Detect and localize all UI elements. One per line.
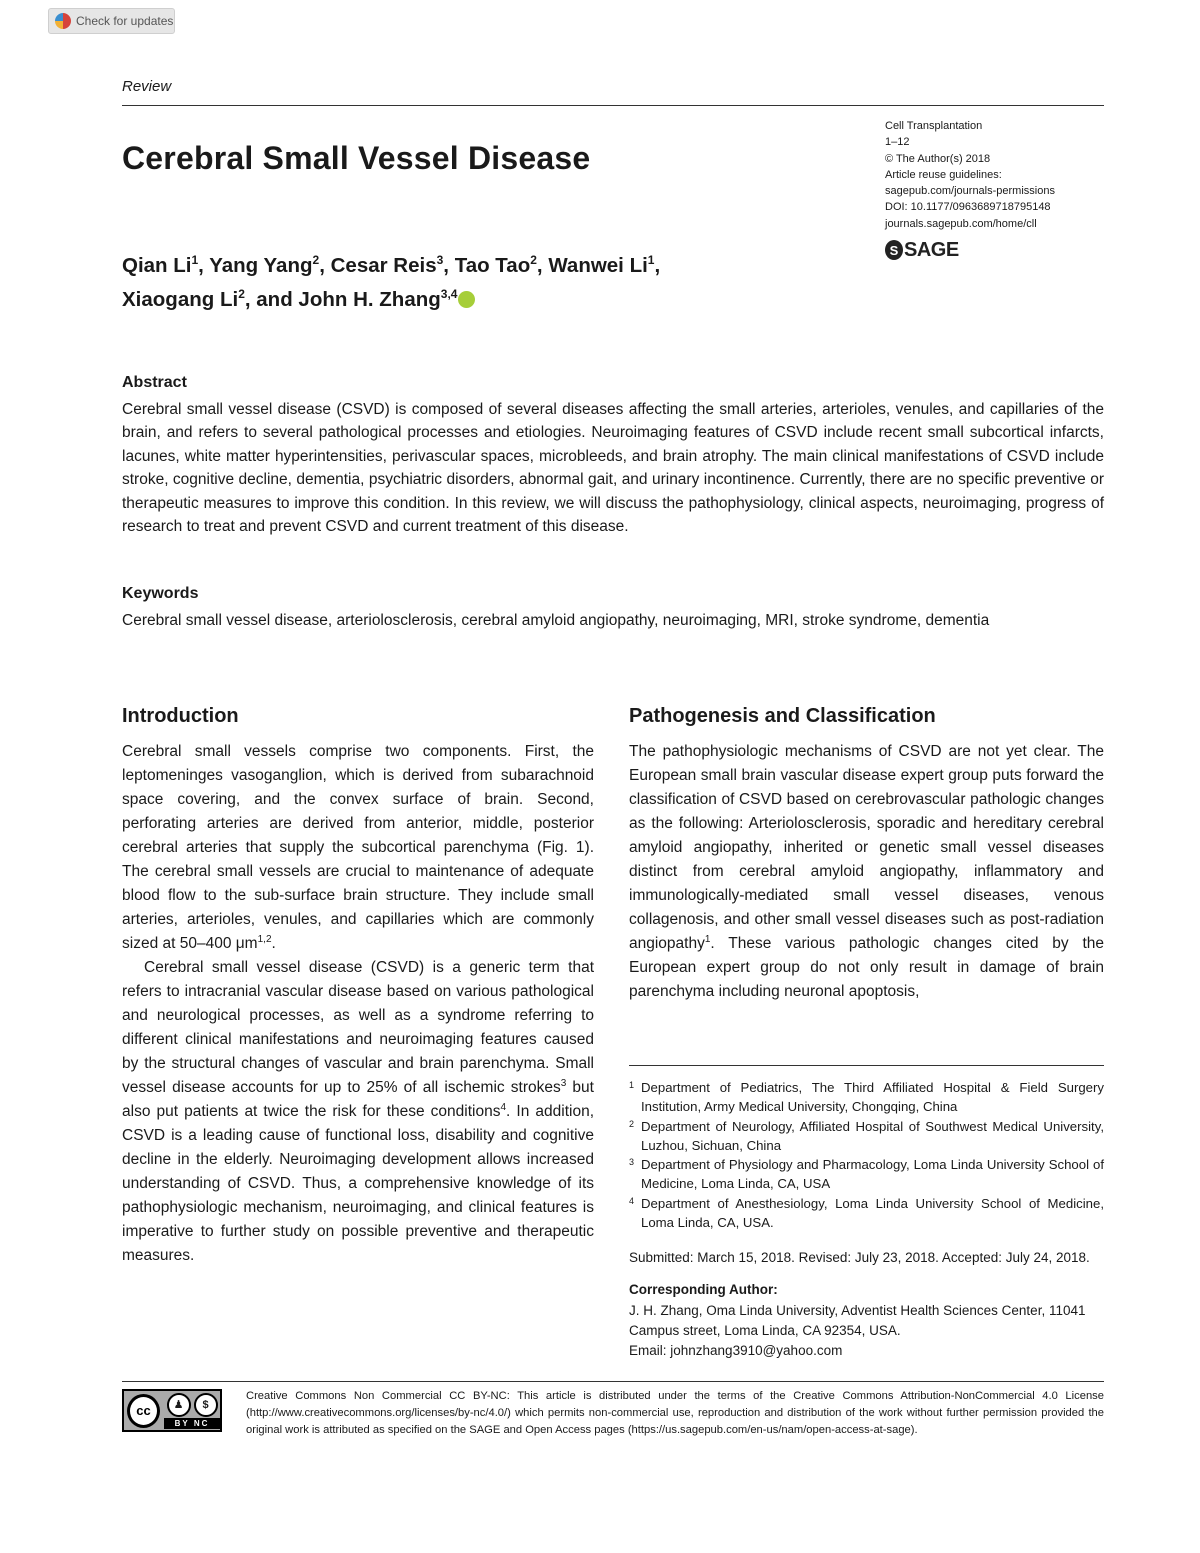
cc-icon-group bbox=[167, 1393, 218, 1417]
affiliation-number: 2 bbox=[629, 1118, 635, 1129]
check-for-updates-button[interactable] bbox=[48, 8, 175, 34]
paragraph-text: . bbox=[271, 935, 276, 952]
license-statement: Creative Commons Non Commercial CC BY-NC: This article is distributed under the terms of the Creative Commons Attribution-NonCommercial 4.0 License (http://www.creativecommons.org/licenses/by-nc/4.0/) which permits non-commercial use, reproduction and distribution of the work without further permission provided the original work is attributed as specified on the SAGE and Open Access pages (https://us.sagepub.com/en-us/nam/open-access-at-sage). bbox=[246, 1390, 1104, 1436]
orcid-icon[interactable] bbox=[458, 291, 475, 308]
affiliation-item bbox=[629, 1155, 1104, 1194]
affiliation-number: 1 bbox=[629, 1080, 635, 1090]
affiliation-number: 4 bbox=[629, 1195, 635, 1206]
corresponding-author-heading: Corresponding Author: bbox=[629, 1282, 778, 1297]
author-name: Tao Tao bbox=[454, 253, 531, 277]
journal-pages: 1–12 bbox=[885, 136, 910, 149]
author-separator: , bbox=[536, 253, 549, 277]
affiliation-text: Department of Physiology and Pharmacology, Loma Linda University School of Medicine, Loma Linda, CA, USA bbox=[641, 1157, 1104, 1192]
sage-logo-icon: S bbox=[885, 240, 903, 260]
author-affiliation-ref: 3,4 bbox=[440, 286, 458, 301]
footnote-divider bbox=[629, 1065, 1104, 1066]
corresponding-email[interactable]: Email: johnzhang3910@yahoo.com bbox=[629, 1343, 843, 1358]
affiliation-number: 3 bbox=[629, 1157, 635, 1168]
citation-ref[interactable]: 1 bbox=[704, 933, 711, 945]
affiliation-item bbox=[629, 1117, 1104, 1156]
cc-badge-strip: BY NC bbox=[164, 1418, 220, 1429]
author-name: Yang Yang bbox=[209, 253, 313, 277]
citation-ref[interactable]: 4 bbox=[500, 1101, 507, 1113]
pathogenesis-heading: Pathogenesis and Classification bbox=[629, 705, 936, 727]
author-affiliation-ref: 1 bbox=[647, 253, 655, 267]
affiliation-text: Department of Pediatrics, The Third Affiliated Hospital & Field Surgery Institution, Army Medical University, Chongqing, China bbox=[641, 1080, 1104, 1115]
keywords-text: Cerebral small vessel disease, arteriolosclerosis, cerebral amyloid angiopathy, neuroimaging, MRI, stroke syndrome, dementia bbox=[122, 612, 990, 629]
abstract-heading: Abstract bbox=[122, 374, 187, 391]
by-attribution-icon: ♟ bbox=[167, 1393, 191, 1417]
reuse-label: Article reuse guidelines: bbox=[885, 168, 1002, 181]
reuse-link[interactable]: sagepub.com/journals-permissions bbox=[885, 185, 1055, 198]
paragraph-text: . These various pathologic changes cited by the European expert group do not only result in damage of brain parenchyma including neuronal apoptosis, bbox=[629, 935, 1104, 1000]
sage-logo bbox=[885, 238, 959, 262]
paragraph bbox=[629, 740, 1104, 1004]
sage-logo-text: SAGE bbox=[904, 238, 959, 261]
corresponding-author-details bbox=[629, 1301, 1104, 1361]
author-affiliation-ref: 2 bbox=[312, 253, 320, 267]
journal-homepage-link[interactable]: journals.sagepub.com/home/cll bbox=[885, 217, 1037, 230]
author-separator: , bbox=[244, 287, 257, 311]
cc-license-badge[interactable] bbox=[122, 1389, 222, 1432]
paragraph-text: Cerebral small vessels comprise two components. First, the leptomeninges vasoganglion, which is derived from subarachnoid space covering, and the convex surface of brain. Second, perforating arteries are derived from anterior, middle, posterior cerebral arteries that supply the subcortical parenchyma (Fig. 1). The cerebral small vessels are crucial to maintenance of adequate blood flow to the sub-surface brain structure. They include small arteries, arterioles, venules, and capillaries which are commonly sized at 50–400 μm bbox=[122, 743, 594, 952]
author-affiliation-ref: 1 bbox=[191, 253, 199, 267]
paragraph bbox=[122, 956, 594, 1268]
check-for-updates-label: Check for updates bbox=[76, 14, 174, 28]
journal-metadata bbox=[885, 118, 1105, 232]
author-name: Cesar Reis bbox=[330, 253, 437, 277]
paragraph-text: The pathophysiologic mechanisms of CSVD are not yet clear. The European small brain vascular disease expert group puts forward the classification of CSVD based on cerebrovascular pathologic changes as the following: Arteriolosclerosis, sporadic and hereditary cerebral amyloid angiopathy, inherited or genetic small vessel diseases distinct from cerebral amyloid angiopathy, inflammatory and immunologically-mediated small vessel diseases, venous collagenosis, and other small vessel diseases such as post-radiation angiopathy bbox=[629, 743, 1104, 952]
article-title: Cerebral Small Vessel Disease bbox=[122, 140, 591, 176]
journal-name: Cell Transplantation bbox=[885, 120, 983, 132]
doi-link[interactable]: DOI: 10.1177/0963689718795148 bbox=[885, 201, 1051, 214]
affiliation-item bbox=[629, 1194, 1104, 1233]
copyright-line: © The Author(s) 2018 bbox=[885, 152, 991, 165]
submission-dates: Submitted: March 15, 2018. Revised: July 23, 2018. Accepted: July 24, 2018. bbox=[629, 1250, 1090, 1265]
keywords-heading: Keywords bbox=[122, 585, 199, 602]
author-separator: , bbox=[443, 253, 455, 277]
paragraph bbox=[122, 740, 594, 956]
introduction-body bbox=[122, 740, 594, 1268]
corresponding-address-line: Campus street, Loma Linda, CA 92354, USA. bbox=[629, 1323, 901, 1338]
author-separator: , bbox=[654, 253, 661, 277]
author-affiliation-ref: 2 bbox=[530, 253, 537, 267]
author-name: Wanwei Li bbox=[548, 253, 648, 277]
article-type: Review bbox=[122, 78, 172, 95]
cc-icon: cc bbox=[127, 1394, 160, 1428]
author-name: Xiaogang Li bbox=[122, 287, 239, 311]
citation-ref[interactable]: 1,2 bbox=[257, 933, 272, 945]
pathogenesis-body bbox=[629, 740, 1104, 1004]
affiliation-text: Department of Neurology, Affiliated Hospital of Southwest Medical University, Luzhou, Sichuan, China bbox=[641, 1118, 1104, 1153]
corresponding-address-line: J. H. Zhang, Oma Linda University, Adventist Health Sciences Center, 11041 bbox=[629, 1303, 1086, 1318]
author-affiliation-ref: 3 bbox=[436, 253, 444, 267]
author-separator: , bbox=[319, 253, 331, 277]
author-name: Qian Li bbox=[122, 253, 192, 277]
author-list bbox=[122, 246, 822, 314]
affiliation-item bbox=[629, 1078, 1104, 1117]
introduction-heading: Introduction bbox=[122, 705, 239, 727]
license-divider bbox=[122, 1381, 1104, 1382]
non-commercial-icon: $ bbox=[194, 1393, 218, 1417]
affiliation-text: Department of Anesthesiology, Loma Linda University School of Medicine, Loma Linda, CA, USA. bbox=[641, 1195, 1104, 1231]
author-affiliation-ref: 2 bbox=[238, 286, 245, 301]
author-name: and John H. Zhang bbox=[256, 287, 441, 311]
author-separator: , bbox=[198, 253, 210, 277]
paragraph-text: but also put patients at twice the risk for these conditions bbox=[122, 1079, 594, 1120]
abstract-text: Cerebral small vessel disease (CSVD) is composed of several diseases affecting the small arteries, arterioles, venules, and capillaries of the brain, and refers to several pathological processes and etiologies. Neuroimaging features of CSVD include recent small subcortical infarcts, lacunes, white matter hyperintensities, perivascular spaces, microbleeds, and brain atrophy. The main clinical manifestations of CSVD include stroke, cognitive decline, dementia, psychiatric disorders, abnormal gait, and urinary incontinence. Currently, there are no specific preventive or therapeutic measures to improve this condition. In this review, we will discuss the pathophysiology, clinical aspects, neuroimaging, progress of research to treat and prevent CSVD and current treatment of this disease. bbox=[122, 401, 1104, 536]
header-divider bbox=[122, 105, 1104, 106]
citation-ref[interactable]: 3 bbox=[560, 1077, 567, 1089]
paragraph-text: Cerebral small vessel disease (CSVD) is a generic term that refers to intracranial vascular disease based on various pathological and neurological processes, as well as a syndrome referring to different clinical manifestations and neuroimaging features caused by the structural changes of vascular and brain parenchyma. Small vessel disease accounts for up to 25% of all ischemic strokes bbox=[122, 959, 594, 1096]
paragraph-text: . In addition, CSVD is a leading cause of functional loss, disability and cognitive decline in the elderly. Neuroimaging development allows increased understanding of CSVD. Thus, a comprehensive knowledge of its pathophysiologic mechanism, neuroimaging, and clinical features is imperative to further study on possible preventive and therapeutic measures. bbox=[122, 1103, 594, 1264]
cc-badge-right bbox=[164, 1393, 220, 1429]
affiliations-list bbox=[629, 1078, 1104, 1232]
check-updates-icon bbox=[55, 13, 71, 29]
